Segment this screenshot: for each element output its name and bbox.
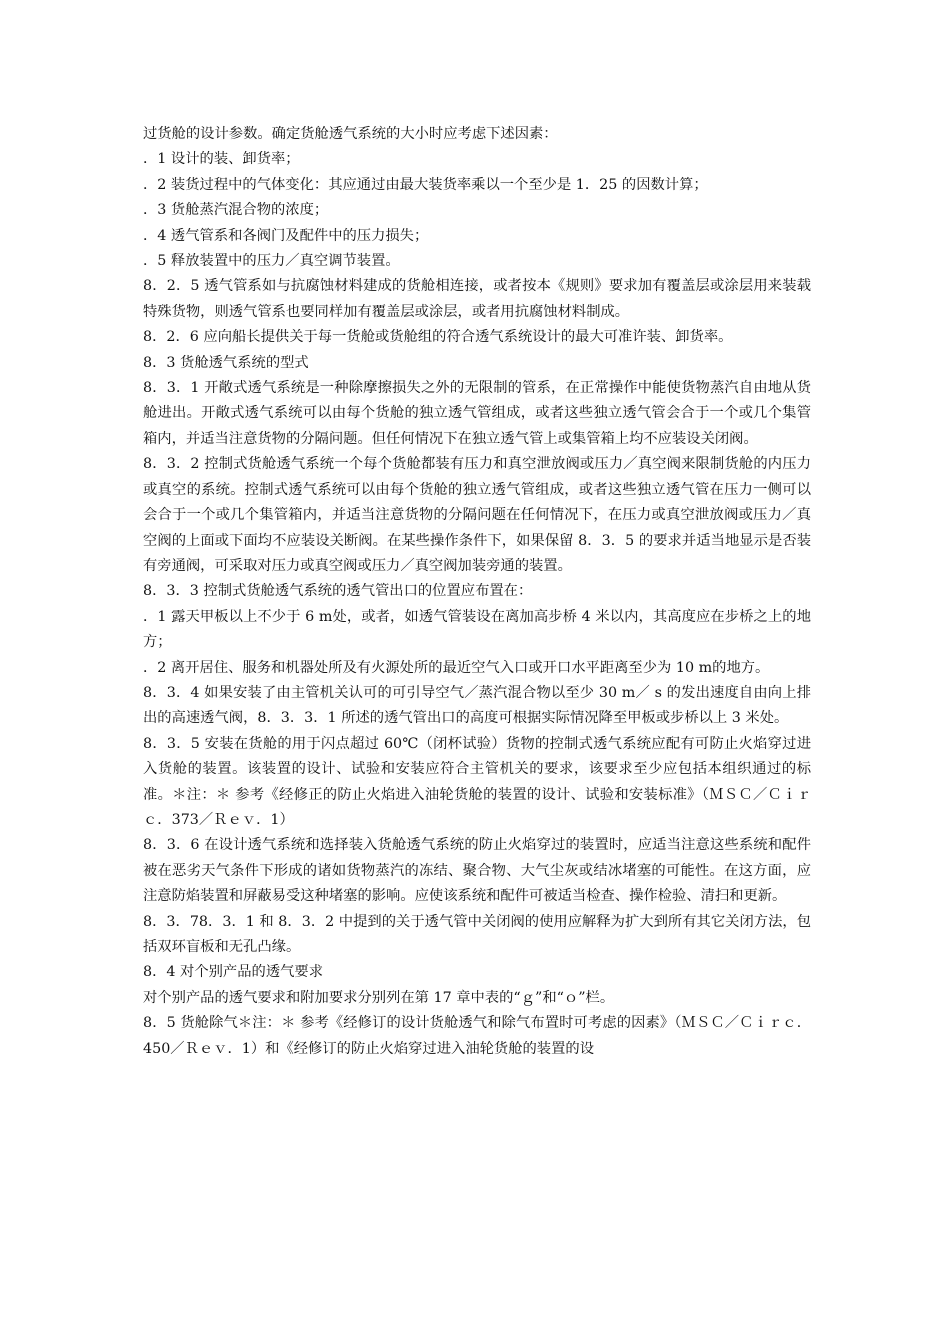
- paragraph-8-3-5: 8．3．5 安装在货舱的用于闪点超过 60℃（闭杯试验）货物的控制式透气系统应配有可防止火焰穿过进入货舱的装置。该装置的设计、试验和安装应符合主管机关的要求，该要求至少应包括本组织通过的标准。＊注：＊ 参考《经修正的防止火焰进入油轮货舱的装置的设计、试验和安装标准》（ＭＳＣ／Ｃｉｒｃ．373／Ｒｅｖ．1）: [143, 735, 811, 828]
- section-heading-8-4: 8．4 对个别产品的透气要求: [143, 964, 324, 981]
- paragraph-8-2-5: 8．2．5 透气管系如与抗腐蚀材料建成的货舱相连接，或者按本《规则》要求加有覆盖层或涂层用来装载特殊货物，则透气管系也要同样加有覆盖层或涂层，或者用抗腐蚀材料制成。: [143, 278, 811, 320]
- paragraph-8-3-2: 8．3．2 控制式货舱透气系统一个每个货舱都装有压力和真空泄放阀或压力／真空阀来限制货舱的内压力或真空的系统。控制式透气系统可以由每个货舱的独立透气管组成，或者这些独立透气管在压力一侧可以会合于一个或几个集管箱内，并适当注意货物的分隔问题在任何情况下，在压力或真空泄放阀或压力／真空阀的上面或下面均不应装设关断阀。在某些操作条件下，如果保留 8．3．5 的要求并适当地显示是否装有旁通阀，可采取对压力或真空阀或压力／真空阀加装旁通的装置。: [143, 456, 811, 574]
- paragraph-8-3-7: 8．3．78．3．1 和 8．3．2 中提到的关于透气管中关闭阀的使用应解释为扩大到所有其它关闭方法，包括双环盲板和无孔凸缘。: [143, 913, 811, 955]
- list-item-outlet-height: ．1 露天甲板以上不少于 6 m处，或者，如透气管装设在离加高步桥 4 米以内，其高度应在步桥之上的地方；: [143, 608, 811, 651]
- paragraph-8-3-4: 8．3．4 如果安装了由主管机关认可的可引导空气／蒸汽混合物以至少 30 m／ s 的发出速度自由向上排出的高速透气阀，8．3．3．1 所述的透气管出口的高度可根据实际情况降至甲板或步桥以上 3 米处。: [143, 684, 811, 727]
- paragraph-8-3-6: 8．3．6 在设计透气系统和选择装入货舱透气系统的防止火焰穿过的装置时，应适当注意这些系统和配件被在恶劣天气条件下形成的诸如货物蒸汽的冻结、聚合物、大气尘灰或结冰堵塞的可能性。在这方面，应注意防焰装置和屏蔽易受这种堵塞的影响。应使该系统和配件可被适当检查、操作检验、清扫和更新。: [143, 837, 811, 905]
- section-heading-8-3: 8．3 货舱透气系统的型式: [143, 354, 309, 371]
- paragraph-product-requirements: 对个别产品的透气要求和附加要求分别列在第 17 章中表的“ｇ”和“ｏ”栏。: [143, 989, 615, 1006]
- list-item-outlet-distance: ．2 离开居住、服务和机器处所及有火源处所的最近空气入口或开口水平距离至少为 10 m的地方。: [143, 659, 770, 676]
- paragraph-8-3-3: 8．3．3 控制式货舱透气系统的透气管出口的位置应布置在：: [143, 583, 533, 600]
- paragraph-8-3-1: 8．3．1 开敞式透气系统是一种除摩擦损失之外的无限制的管系，在正常操作中能使货物蒸汽自由地从货舱进出。开敞式透气系统可以由每个货舱的独立透气管组成，或者这些独立透气管会合于一个或几个集管箱内，并适当注意货物的分隔问题。但任何情况下在独立透气管上或集管箱上均不应装设关闭阀。: [143, 380, 811, 447]
- paragraph-8-2-6: 8．2．6 应向船长提供关于每一货舱或货舱组的符合透气系统设计的最大可准许装、卸货率。: [143, 329, 733, 346]
- list-item-relief-device: ．5 释放装置中的压力／真空调节装置。: [143, 253, 400, 270]
- list-item-vapour-density: ．3 货舱蒸汽混合物的浓度；: [143, 202, 329, 219]
- list-item-pressure-loss: ．4 透气管系和各阀门及配件中的压力损失；: [143, 227, 429, 244]
- document-body: [143, 122, 811, 1062]
- list-item-loading-rate: ．1 设计的装、卸货率；: [143, 151, 300, 168]
- list-item-gas-evolution: ．2 装货过程中的气体变化：其应通过由最大装货率乘以一个至少是 1．25 的因数计算；: [143, 176, 708, 193]
- paragraph-8-5: 8．5 货舱除气＊注：＊ 参考《经修订的设计货舱透气和除气布置时可考虑的因素》（ＭＳＣ／Ｃｉｒｃ．450／Ｒｅｖ．1）和《经修订的防止火焰穿过进入油轮货舱的装置的设: [143, 1015, 811, 1057]
- paragraph-design-parameters: 过货舱的设计参数。确定货舱透气系统的大小时应考虑下述因素：: [143, 126, 558, 142]
